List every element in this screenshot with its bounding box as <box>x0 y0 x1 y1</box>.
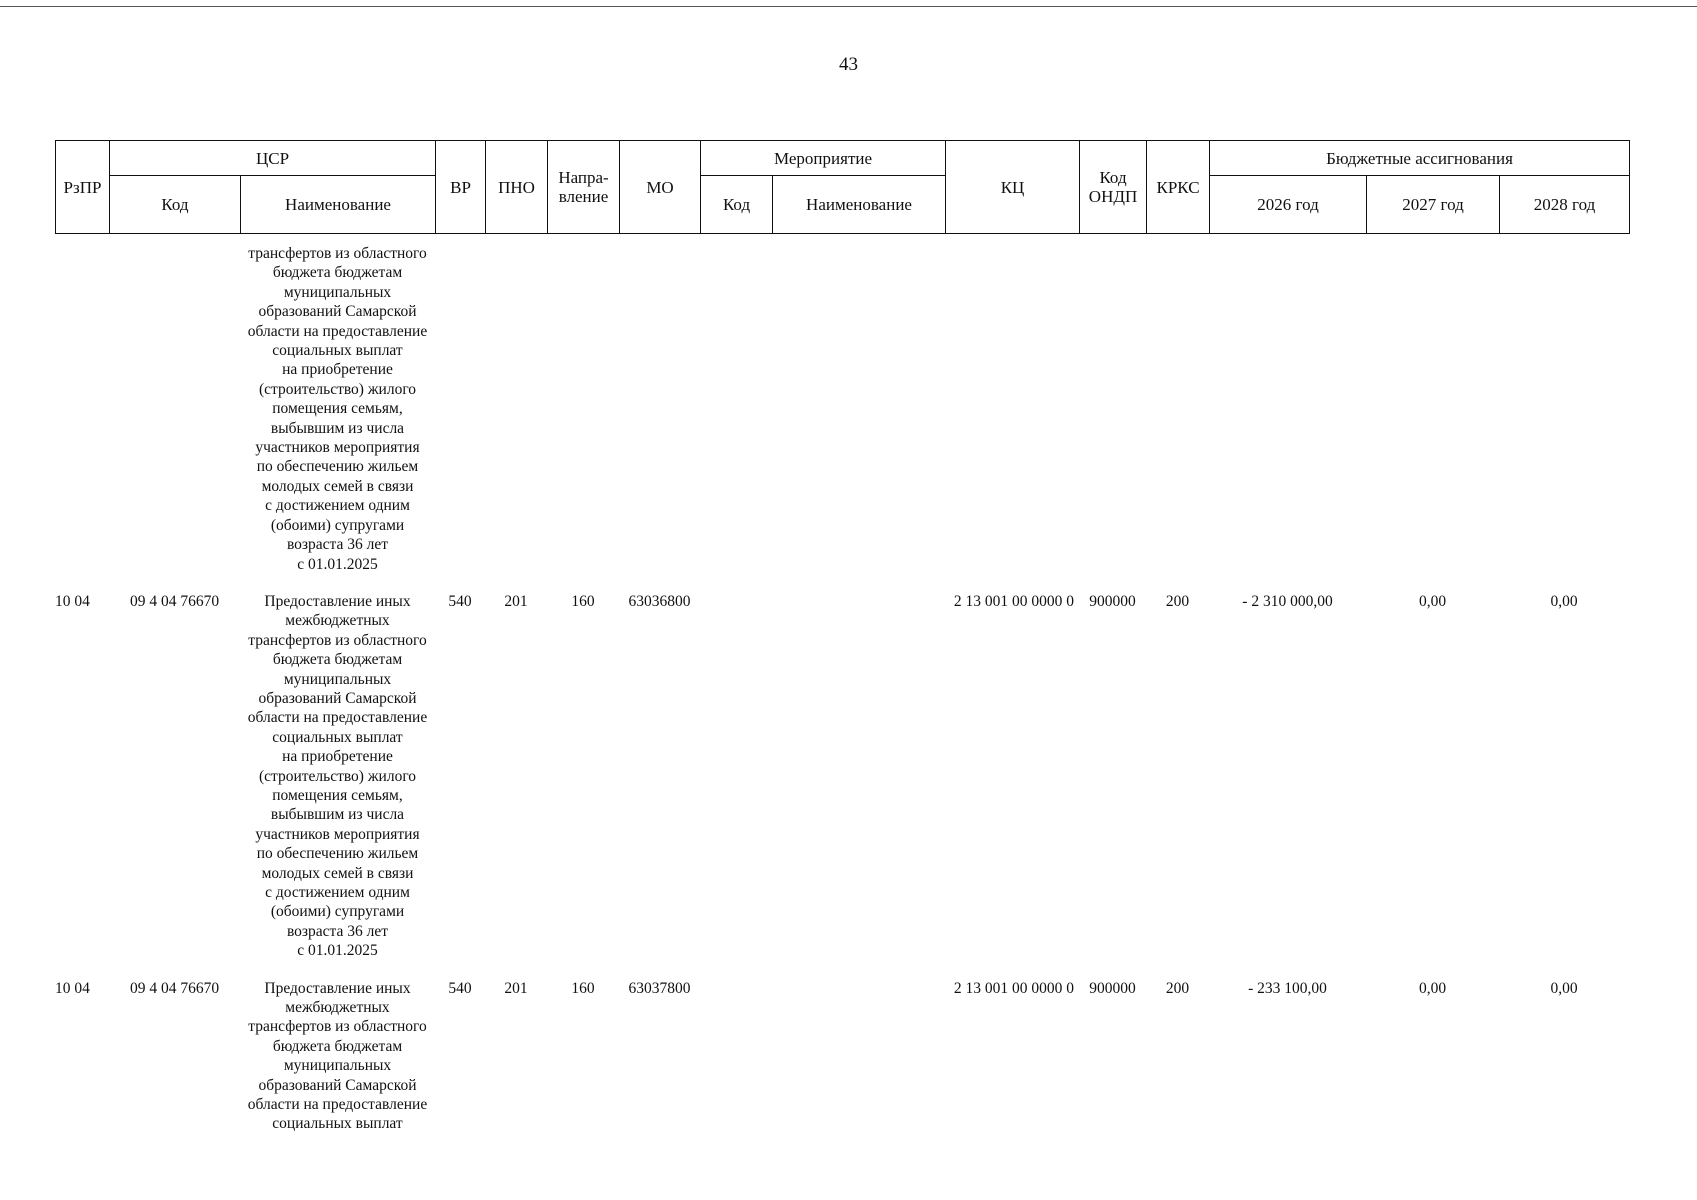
page-number: 43 <box>839 54 858 75</box>
header-krks: КРКС <box>1147 141 1210 234</box>
budget-table <box>55 140 1629 1134</box>
cell-event-name <box>772 979 945 1134</box>
cell-kc: 2 13 001 00 0000 0 <box>953 592 1074 610</box>
header-pno: ПНО <box>486 141 548 234</box>
header-budget: Бюджетные ассигнования <box>1210 141 1630 176</box>
header-event: Мероприятие <box>701 141 946 176</box>
cell-pno: 201 <box>504 979 528 997</box>
continuation-name: трансфертов из областного бюджета бюджетам муниципальных образований Самарской области на предоставление социальных выплат на приобретение (строительство) жилого помещения семьям, выбывшим из числа участников мероприятия по обеспечению жильем молодых семей в связи с достижением одним (обоими) супругами возраста 36 лет с 01.01.2025 <box>247 245 428 573</box>
cell-csr-code: 09 4 04 76670 <box>129 979 220 997</box>
header-vr: ВР <box>436 141 486 234</box>
cell-name: Предоставление иных межбюджетных трансфертов из областного бюджета бюджетам муниципальных образований Самарской области на предоставление социальных выплат <box>247 979 428 1133</box>
cell-vr: 540 <box>448 979 472 997</box>
top-rule <box>0 6 1697 7</box>
cell-2027: 0,00 <box>1418 979 1447 997</box>
cell-2028: 0,00 <box>1550 979 1578 997</box>
cell-vr: 540 <box>448 592 472 610</box>
cell-2028: 0,00 <box>1550 592 1578 610</box>
cell-event-name <box>772 592 945 961</box>
cell-event-code <box>700 979 772 1134</box>
cell-direction: 160 <box>571 979 595 997</box>
cell-csr-code: 09 4 04 76670 <box>129 592 220 610</box>
cell-mo: 63036800 <box>628 592 691 610</box>
cell-2026: - 2 310 000,00 <box>1242 592 1333 610</box>
header-csr-code: Код <box>110 176 241 234</box>
cell-kc: 2 13 001 00 0000 0 <box>953 979 1074 997</box>
header-year-2027: 2027 год <box>1367 176 1500 234</box>
header-direction: Напра- вление <box>548 141 620 234</box>
cell-ondp: 900000 <box>1089 592 1136 610</box>
header-ondp: Код ОНДП <box>1080 141 1147 234</box>
table-row-continuation <box>55 244 1629 574</box>
cell-rzpr: 10 04 <box>55 592 90 610</box>
cell-direction: 160 <box>571 592 595 610</box>
table-header <box>55 140 1630 234</box>
header-csr: ЦСР <box>110 141 436 176</box>
table-row <box>55 979 1629 1134</box>
header-event-code: Код <box>701 176 773 234</box>
header-year-2026: 2026 год <box>1210 176 1367 234</box>
header-year-2028: 2028 год <box>1500 176 1630 234</box>
cell-ondp: 900000 <box>1089 979 1136 997</box>
header-kc: КЦ <box>946 141 1080 234</box>
table-body <box>55 234 1629 1134</box>
header-event-name: Наименование <box>773 176 946 234</box>
cell-2026: - 233 100,00 <box>1248 979 1327 997</box>
header-rzpr: РзПР <box>56 141 110 234</box>
cell-rzpr: 10 04 <box>55 979 90 997</box>
cell-name: Предоставление иных межбюджетных трансфертов из областного бюджета бюджетам муниципальных образований Самарской области на предоставление социальных выплат на приобретение (строительство) жилого помещения семьям, выбывшим из числа участников мероприятия по обеспечению жильем молодых семей в связи с достижением одним (обоими) супругами возраста 36 лет с 01.01.2025 <box>247 592 428 960</box>
cell-krks: 200 <box>1165 979 1190 997</box>
table-row <box>55 592 1629 961</box>
cell-mo: 63037800 <box>628 979 691 997</box>
cell-2027: 0,00 <box>1418 592 1447 610</box>
cell-pno: 201 <box>504 592 528 610</box>
header-mo: МО <box>620 141 701 234</box>
cell-event-code <box>700 592 772 961</box>
header-csr-name: Наименование <box>241 176 436 234</box>
cell-krks: 200 <box>1165 592 1190 610</box>
